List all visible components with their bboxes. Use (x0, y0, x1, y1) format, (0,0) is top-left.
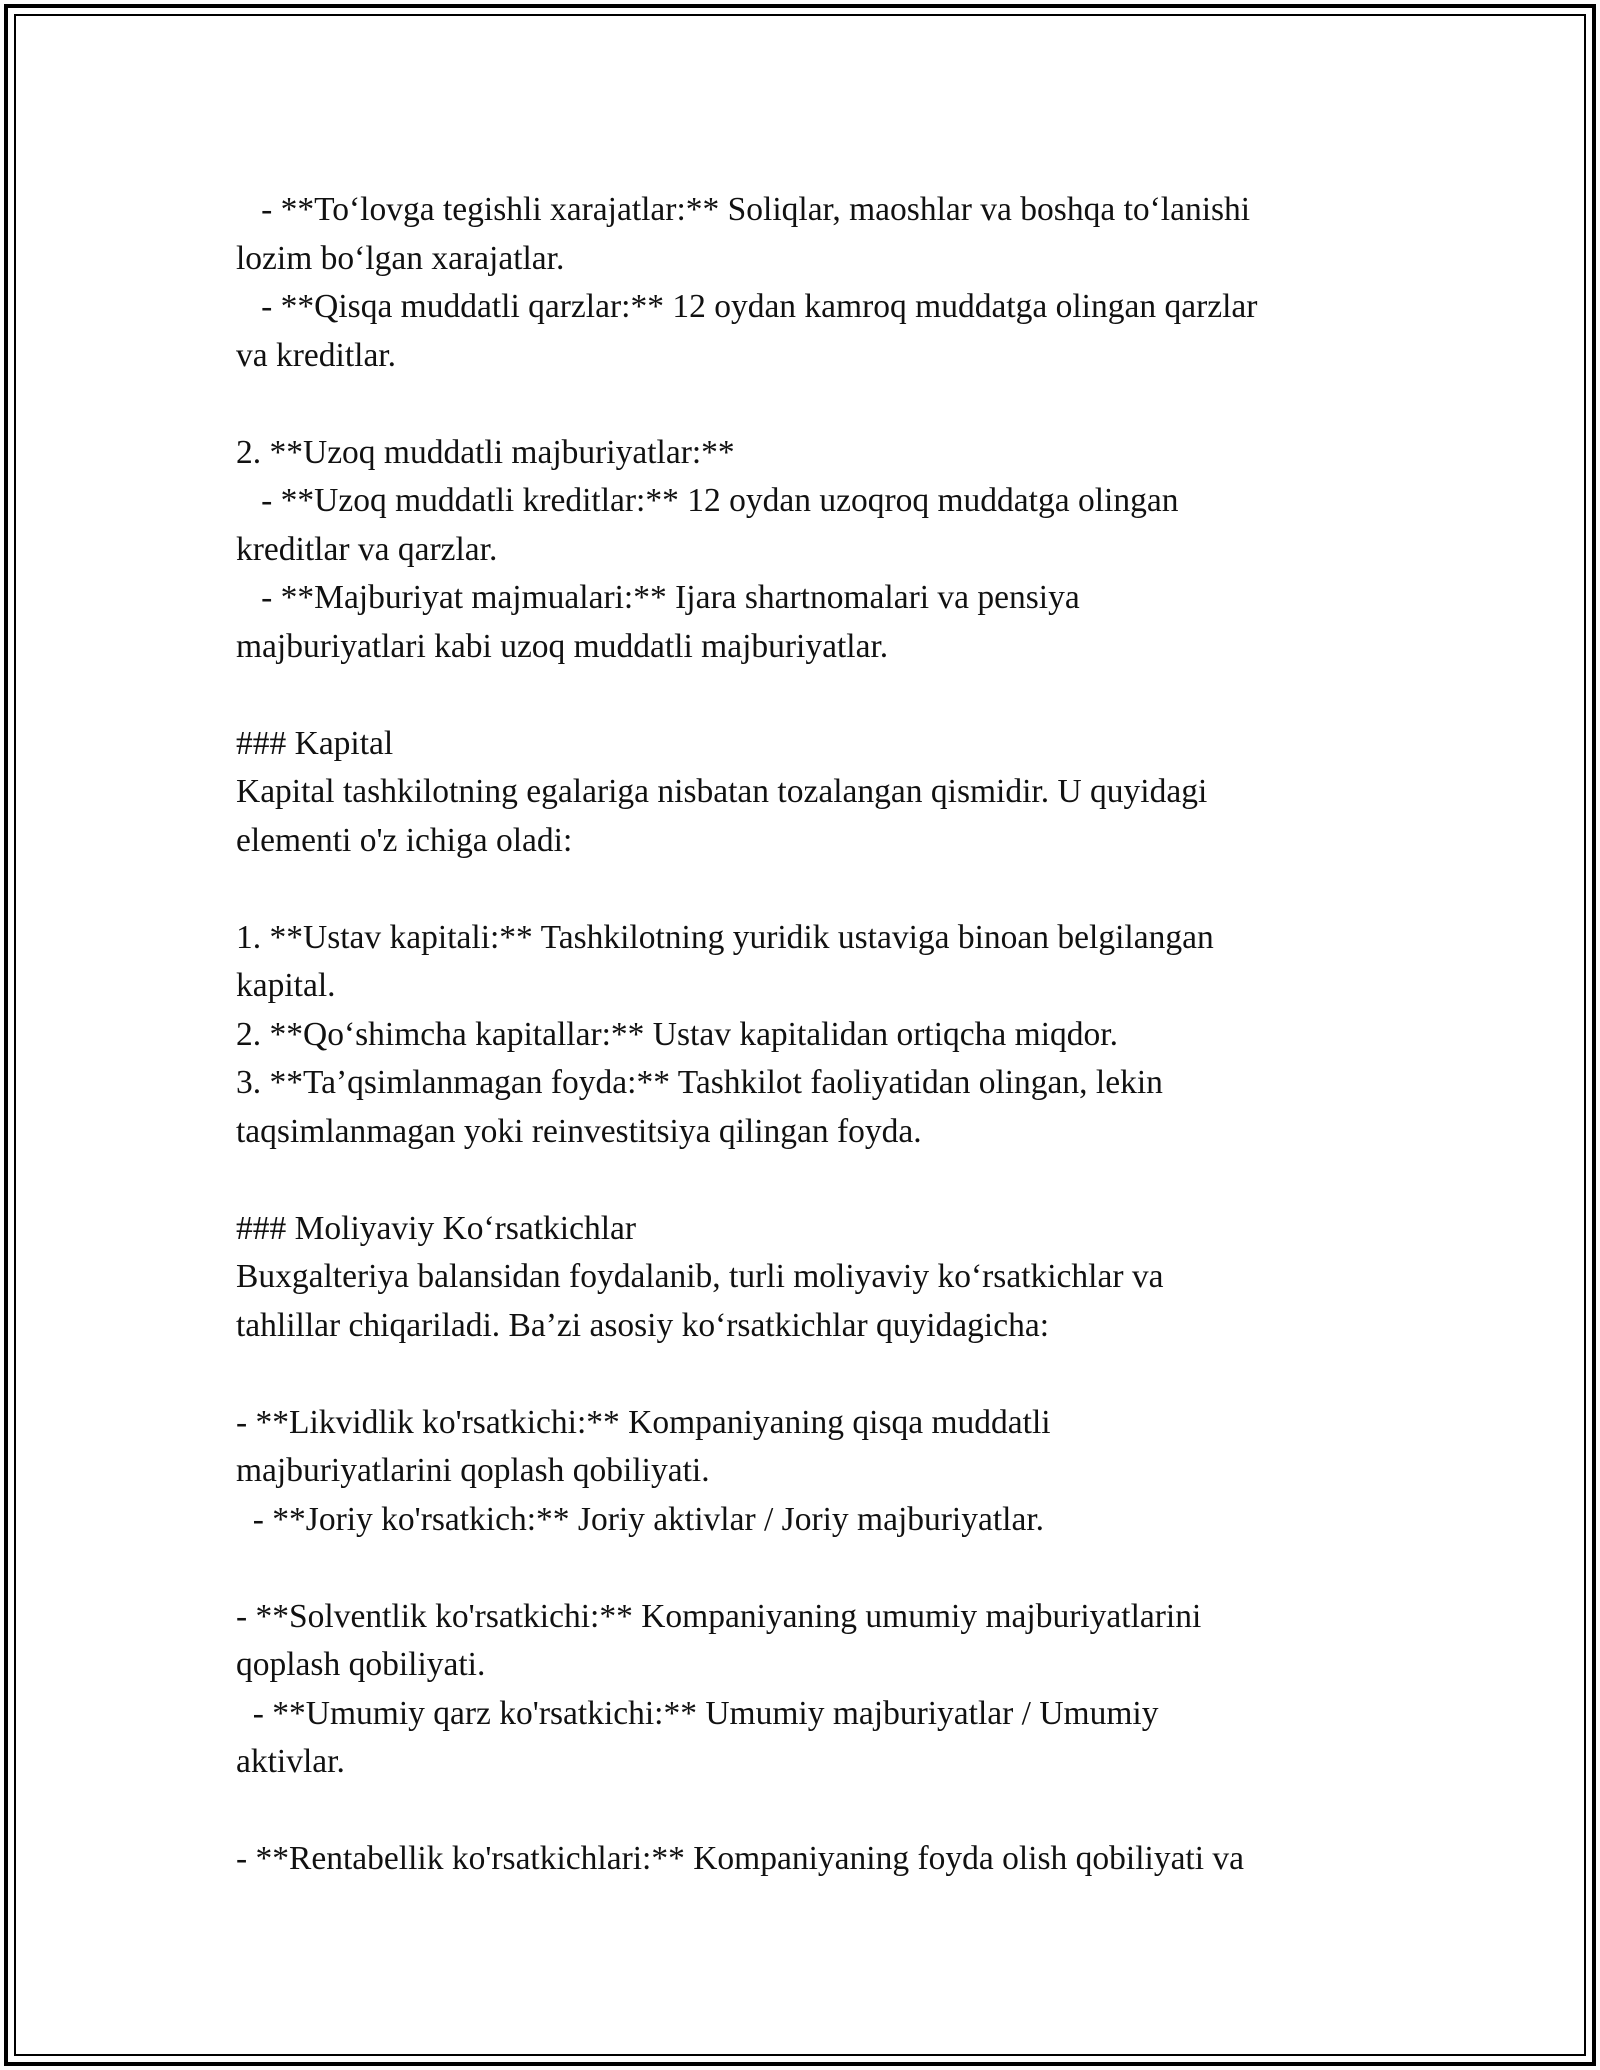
text-line: aktivlar. (236, 1743, 345, 1780)
blank-line (236, 1787, 1366, 1836)
text-line: Buxgalteriya balansidan foydalanib, turli moliyaviy ko‘rsatkichlar va (236, 1258, 1164, 1295)
text-line: elementi o'z ichiga oladi: (236, 821, 573, 859)
text-line: - **Joriy ko'rsatkich:** Joriy aktivlar / Joriy majburiyatlar. (236, 1500, 1045, 1538)
text-line: - **Uzoq muddatli kreditlar:** 12 oydan uzoqroq muddatga olingan (236, 482, 1179, 519)
text-line: kapital. (236, 967, 336, 1004)
text-line: - **Likvidlik ko'rsatkichi:** Kompaniyaning qisqa muddatli (236, 1403, 1051, 1441)
text-line: - **Rentabellik ko'rsatkichlari:** Kompaniyaning foyda olish qobiliyati va (236, 1840, 1245, 1877)
text-line: qoplash qobiliyati. (236, 1646, 486, 1683)
section-heading: ### Kapital (236, 724, 394, 762)
text-line: majburiyatlarini qoplash qobiliyati. (236, 1452, 710, 1489)
text-line: 2. **Qo‘shimcha kapitallar:** Ustav kapitalidan ortiqcha miqdor. (236, 1015, 1118, 1053)
text-line: taqsimlanmagan yoki reinvestitsiya qilingan foyda. (236, 1112, 922, 1150)
text-line: - **Umumiy qarz ko'rsatkichi:** Umumiy majburiyatlar / Umumiy (236, 1694, 1159, 1732)
text-line: kreditlar va qarzlar. (236, 530, 498, 568)
blank-line (236, 380, 1366, 429)
text-line: Kapital tashkilotning egalariga nisbatan tozalangan qismidir. U quyidagi (236, 773, 1208, 810)
blank-line (236, 1156, 1366, 1205)
document-body (236, 186, 1366, 1884)
blank-line (236, 865, 1366, 914)
text-line: tahlillar chiqariladi. Ba’zi asosiy ko‘rsatkichlar quyidagicha: (236, 1306, 1050, 1344)
text-line: 2. **Uzoq muddatli majburiyatlar:** (236, 433, 735, 471)
text-line: va kreditlar. (236, 336, 396, 374)
text-line: - **Majburiyat majmualari:** Ijara shartnomalari va pensiya (236, 579, 1080, 616)
blank-line (236, 671, 1366, 720)
text-line: - **To‘lovga tegishli xarajatlar:** Soliqlar, maoshlar va boshqa to‘lanishi (236, 191, 1251, 228)
text-line: lozim bo‘lgan xarajatlar. (236, 239, 565, 277)
text-line: - **Qisqa muddatli qarzlar:** 12 oydan kamroq muddatga olingan qarzlar (236, 288, 1258, 325)
text-line: - **Solventlik ko'rsatkichi:** Kompaniyaning umumiy majburiyatlarini (236, 1597, 1202, 1635)
text-line: 3. **Ta’qsimlanmagan foyda:** Tashkilot faoliyatidan olingan, lekin (236, 1064, 1163, 1101)
blank-line (236, 1350, 1366, 1399)
text-line: 1. **Ustav kapitali:** Tashkilotning yuridik ustaviga binoan belgilangan (236, 918, 1214, 956)
text-line: majburiyatlari kabi uzoq muddatli majburiyatlar. (236, 627, 889, 665)
section-heading: ### Moliyaviy Ko‘rsatkichlar (236, 1209, 637, 1247)
blank-line (236, 1544, 1366, 1593)
